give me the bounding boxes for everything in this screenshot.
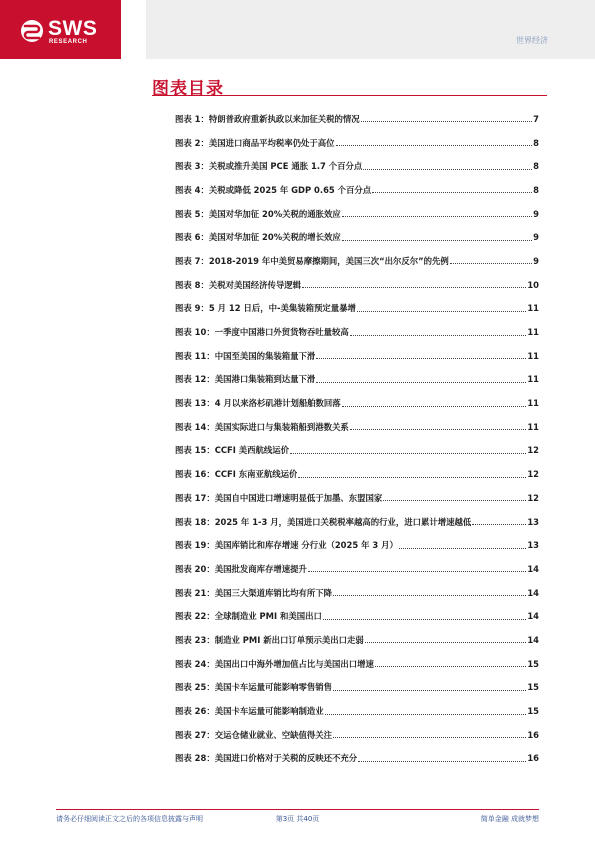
footer-slogan: 简单金融 成就梦想 xyxy=(480,815,539,823)
toc-entry-label: 图表 17：美国自中国进口增速明显低于加墨、东盟国家 xyxy=(175,492,383,503)
toc-entry-page: 12 xyxy=(527,492,539,503)
toc-entry[interactable] xyxy=(175,391,539,415)
toc-entry[interactable] xyxy=(175,439,539,463)
toc-entry-label: 图表 10：一季度中国港口外贸货物吞吐量较高 xyxy=(175,327,349,338)
toc-entry[interactable] xyxy=(175,747,539,771)
toc-entry[interactable] xyxy=(175,131,539,155)
toc-entry-page: 11 xyxy=(527,421,539,432)
toc-entry-page: 16 xyxy=(527,753,539,764)
toc-entry-label: 图表 5：美国对华加征 20%关税的通胀效应 xyxy=(175,208,341,219)
toc-entry-label: 图表 23：制造业 PMI 新出口订单预示美出口走弱 xyxy=(175,634,364,645)
footer-divider xyxy=(56,809,539,810)
toc-dot-leader xyxy=(372,192,532,193)
logo-brand-text: SWS xyxy=(48,17,98,40)
toc-entry-page: 12 xyxy=(527,469,539,480)
toc-entry-page: 15 xyxy=(527,682,539,693)
toc-entry-page: 13 xyxy=(527,516,539,527)
toc-dot-leader xyxy=(325,714,527,715)
toc-entry[interactable] xyxy=(175,225,539,249)
toc-entry-label: 图表 6：美国对华加征 20%关税的增长效应 xyxy=(175,232,341,243)
sws-logo xyxy=(20,19,120,49)
toc-entry-page: 11 xyxy=(527,303,539,314)
toc-entry-label: 图表 28：美国进口价格对于关税的反映还不充分 xyxy=(175,753,358,764)
toc-entry-page: 11 xyxy=(527,327,539,338)
toc-entry[interactable] xyxy=(175,723,539,747)
toc-entry-label: 图表 27：交运仓储业就业、空缺值得关注 xyxy=(175,729,332,740)
toc-title: 图表目录 xyxy=(152,79,224,99)
toc-entry-label: 图表 24：美国出口中海外增加值占比与美国出口增速 xyxy=(175,658,374,669)
toc-entry-label: 图表 14：美国实际进口与集装箱船到港数关系 xyxy=(175,421,349,432)
toc-entry-label: 图表 22：全球制造业 PMI 和美国出口 xyxy=(175,611,322,622)
toc-entry-page: 9 xyxy=(533,255,539,266)
toc-dot-leader xyxy=(450,263,532,264)
toc-dot-leader xyxy=(399,548,526,549)
toc-dot-leader xyxy=(342,240,532,241)
toc-dot-leader xyxy=(323,619,526,620)
toc-dot-leader xyxy=(342,406,527,407)
toc-dot-leader xyxy=(342,216,532,217)
toc-entry-page: 7 xyxy=(533,113,539,124)
toc-entry[interactable] xyxy=(175,462,539,486)
toc-dot-leader xyxy=(302,287,526,288)
toc-entry-label: 图表 19：美国库销比和库存增速 分行业（2025 年 3 月） xyxy=(175,540,398,551)
toc-entry-page: 14 xyxy=(527,563,539,574)
toc-entry[interactable] xyxy=(175,557,539,581)
toc-entry-page: 13 xyxy=(527,540,539,551)
toc-entry-page: 14 xyxy=(527,587,539,598)
toc-entry[interactable] xyxy=(175,415,539,439)
toc-entry[interactable] xyxy=(175,249,539,273)
toc-entry-label: 图表 2：美国进口商品平均税率仍处于高位 xyxy=(175,137,335,148)
footer-disclaimer: 请务必仔细阅读正文之后的各项信息披露与声明 xyxy=(56,815,203,823)
logo-brand-subtext: RESEARCH xyxy=(49,39,88,45)
toc-entry[interactable] xyxy=(175,510,539,534)
toc-dot-leader xyxy=(361,121,533,122)
toc-entry-label: 图表 11：中国至美国的集装箱量下滑 xyxy=(175,350,316,361)
toc-entry[interactable] xyxy=(175,699,539,723)
toc-entry-page: 8 xyxy=(533,184,539,195)
toc-entry-label: 图表 26：美国卡车运量可能影响制造业 xyxy=(175,706,324,717)
toc-dot-leader xyxy=(383,500,526,501)
toc-entry[interactable] xyxy=(175,107,539,131)
title-divider xyxy=(152,95,547,96)
toc-entry-label: 图表 18：2025 年 1-3 月，美国进口关税税率越高的行业，进口累计增速越低 xyxy=(175,516,472,527)
toc-entry[interactable] xyxy=(175,368,539,392)
toc-entry[interactable] xyxy=(175,154,539,178)
toc-dot-leader xyxy=(333,690,526,691)
toc-entry-page: 9 xyxy=(533,232,539,243)
toc-entry-page: 16 xyxy=(527,729,539,740)
toc-entry[interactable] xyxy=(175,652,539,676)
toc-entry-page: 12 xyxy=(527,445,539,456)
toc-entry-page: 9 xyxy=(533,208,539,219)
toc-entry-label: 图表 9：5 月 12 日后，中-美集装箱预定量暴增 xyxy=(175,303,356,314)
toc-dot-leader xyxy=(375,666,527,667)
toc-entry-label: 图表 15：CCFI 美西航线运价 xyxy=(175,445,289,456)
toc-entry[interactable] xyxy=(175,297,539,321)
toc-dot-leader xyxy=(308,571,527,572)
toc-entry-page: 14 xyxy=(527,634,539,645)
toc-entry[interactable] xyxy=(175,202,539,226)
toc-dot-leader xyxy=(358,761,526,762)
toc-dot-leader xyxy=(357,311,527,312)
toc-entry[interactable] xyxy=(175,581,539,605)
toc-list xyxy=(175,107,539,770)
toc-entry-label: 图表 16：CCFI 东南亚航线运价 xyxy=(175,469,298,480)
toc-dot-leader xyxy=(363,169,532,170)
toc-entry[interactable] xyxy=(175,604,539,628)
toc-entry[interactable] xyxy=(175,273,539,297)
toc-entry-label: 图表 4：关税或降低 2025 年 GDP 0.65 个百分点 xyxy=(175,184,372,195)
toc-entry[interactable] xyxy=(175,628,539,652)
toc-dot-leader xyxy=(290,453,526,454)
toc-entry[interactable] xyxy=(175,533,539,557)
toc-entry-page: 11 xyxy=(527,374,539,385)
toc-entry-page: 15 xyxy=(527,658,539,669)
toc-dot-leader xyxy=(333,595,526,596)
toc-dot-leader xyxy=(472,524,526,525)
toc-dot-leader xyxy=(350,335,527,336)
toc-entry-page: 8 xyxy=(533,161,539,172)
toc-entry-page: 15 xyxy=(527,706,539,717)
toc-entry-label: 图表 21：美国三大渠道库销比均有所下降 xyxy=(175,587,332,598)
toc-entry-label: 图表 7：2018-2019 年中美贸易摩擦期间，美国三次“出尔反尔”的先例 xyxy=(175,255,449,266)
toc-entry-label: 图表 1：特朗普政府重新执政以来加征关税的情况 xyxy=(175,113,360,124)
toc-entry-page: 10 xyxy=(527,279,539,290)
toc-entry-label: 图表 3：关税或推升美国 PCE 通胀 1.7 个百分点 xyxy=(175,161,363,172)
toc-entry-page: 11 xyxy=(527,350,539,361)
toc-entry[interactable] xyxy=(175,178,539,202)
toc-entry-label: 图表 12：美国港口集装箱到达量下滑 xyxy=(175,374,316,385)
toc-entry[interactable] xyxy=(175,320,539,344)
toc-dot-leader xyxy=(336,145,533,146)
toc-dot-leader xyxy=(298,477,526,478)
toc-entry[interactable] xyxy=(175,676,539,700)
toc-entry-label: 图表 8：关税对美国经济传导逻辑 xyxy=(175,279,301,290)
toc-entry-label: 图表 20：美国批发商库存增速提升 xyxy=(175,563,307,574)
header-gray-band xyxy=(146,0,595,59)
toc-entry[interactable] xyxy=(175,486,539,510)
toc-dot-leader xyxy=(350,429,527,430)
toc-dot-leader xyxy=(316,382,526,383)
toc-entry-page: 11 xyxy=(527,398,539,409)
toc-entry-page: 14 xyxy=(527,611,539,622)
toc-entry[interactable] xyxy=(175,344,539,368)
footer-page-info: 第3页 共40页 xyxy=(275,815,320,823)
sws-logo-mark-icon xyxy=(20,19,44,43)
report-section-label: 世界经济 xyxy=(516,36,548,45)
toc-dot-leader xyxy=(333,737,526,738)
toc-dot-leader xyxy=(365,642,527,643)
toc-entry-label: 图表 25：美国卡车运量可能影响零售销售 xyxy=(175,682,332,693)
toc-dot-leader xyxy=(316,358,526,359)
toc-entry-page: 8 xyxy=(533,137,539,148)
toc-entry-label: 图表 13：4 月以来洛杉矶港计划船舶数回落 xyxy=(175,398,341,409)
